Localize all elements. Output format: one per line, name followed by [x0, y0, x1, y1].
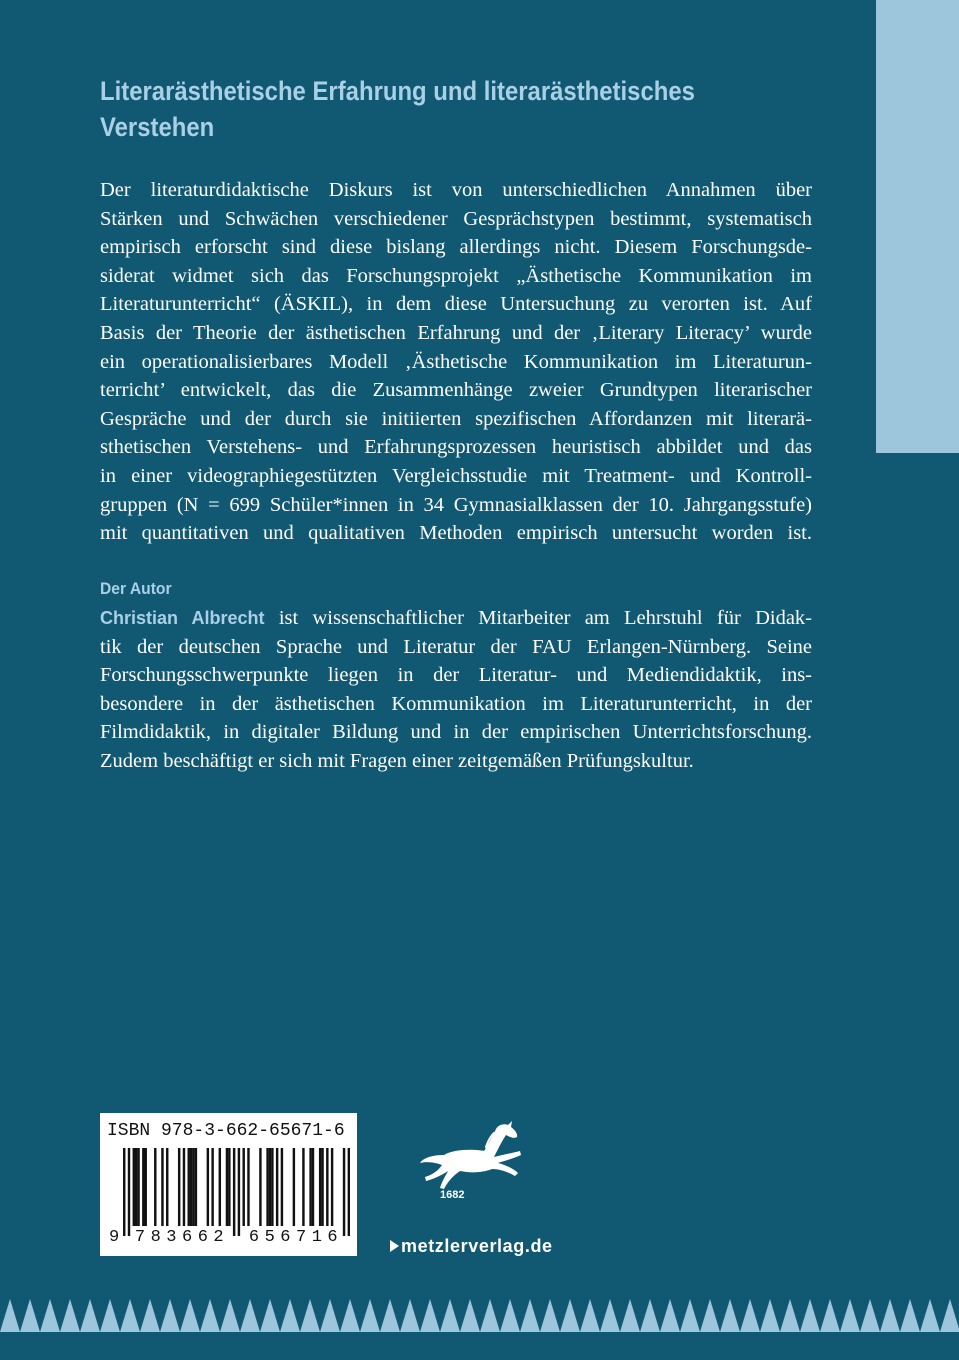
barcode-bar	[293, 1148, 295, 1226]
barcode-bar	[302, 1148, 304, 1226]
author-bio-text: ist wissenschaftlicher Mitarbeiter am Lehrstuhl für Didak-	[264, 607, 813, 629]
book-description	[100, 176, 812, 548]
barcode-bar	[242, 1148, 244, 1226]
barcode-bar	[183, 1148, 185, 1226]
barcode-bar	[190, 1148, 192, 1226]
book-title-line: Literarästhetische Erfahrung und literarästhetisches	[100, 76, 695, 106]
barcode-bar	[142, 1148, 144, 1226]
barcode-bar	[154, 1148, 156, 1226]
barcode-bar	[192, 1148, 194, 1226]
barcode-bar	[161, 1148, 163, 1226]
accent-strip	[876, 0, 959, 453]
barcode-bar	[348, 1148, 350, 1236]
barcode-bar	[137, 1148, 139, 1226]
description-line: terricht’ entwickelt, das die Zusammenhänge zweier Grundtypen literarischer	[100, 379, 812, 402]
barcode-bar	[269, 1148, 271, 1226]
isbn-barcode	[100, 1113, 357, 1256]
description-line: in einer videographiegestützten Vergleichsstudie mit Treatment- und Kontroll-	[100, 464, 812, 487]
description-line: empirisch erforscht sind diese bislang allerdings nicht. Diesem Forschungsde-	[100, 236, 812, 259]
barcode-bar	[211, 1148, 213, 1226]
author-bio-line: besondere in der ästhetischen Kommunikation im Literaturunterricht, in der	[100, 692, 812, 715]
description-line: Gespräche und der durch sie initiierten spezifischen Affordanzen mit literarä-	[100, 407, 812, 430]
barcode-bars	[123, 1148, 350, 1238]
barcode-bar	[321, 1148, 323, 1226]
barcode-bar	[266, 1148, 268, 1226]
barcode-bar	[123, 1148, 125, 1236]
author-bio-line	[100, 604, 812, 633]
triangle-right-icon	[390, 1240, 399, 1252]
barcode-bar	[228, 1148, 230, 1226]
author-bio	[100, 604, 812, 776]
barcode-left-digits: 783662	[134, 1228, 230, 1247]
description-line: Der literaturdidaktische Diskurs ist von unterschiedlichen Annahmen über	[100, 179, 812, 201]
barcode-bar	[207, 1148, 209, 1226]
barcode-bar	[238, 1148, 240, 1236]
barcode-bar	[133, 1148, 135, 1226]
barcode-bar	[319, 1148, 321, 1226]
barcode-bar	[312, 1148, 314, 1226]
barcode-bar	[343, 1148, 345, 1236]
barcode-bar	[188, 1148, 190, 1226]
barcode-first-digit: 9	[109, 1228, 120, 1247]
barcode-bar	[233, 1148, 235, 1236]
barcode-bar	[331, 1148, 333, 1226]
description-line: mit quantitativen und qualitativen Methoden empirisch untersucht worden ist.	[100, 522, 812, 545]
barcode-bar	[128, 1148, 130, 1236]
barcode-bar	[195, 1148, 197, 1226]
barcode-bar	[326, 1148, 328, 1226]
barcode-bar	[178, 1148, 180, 1226]
author-name: Christian Albrecht	[100, 608, 265, 628]
description-line: sthetischen Verstehens- und Erfahrungsprozessen heuristisch abbildet und das	[100, 436, 812, 459]
barcode-bar	[166, 1148, 168, 1226]
website-text: metzlerverlag.de	[401, 1236, 553, 1256]
author-bio-line: Zudem beschäftigt er sich mit Fragen einer zeitgemäßen Prüfungskultur.	[100, 749, 694, 772]
book-title-line: Verstehen	[100, 112, 215, 142]
barcode-right-digits: 656716	[248, 1228, 344, 1247]
description-line: siderat widmet sich das Forschungsprojekt „Ästhetische Kommunikation im	[100, 264, 812, 287]
description-line: Stärken und Schwächen verschiedener Gesprächstypen bestimmt, systematisch	[100, 207, 812, 230]
publisher-website	[390, 1235, 553, 1257]
barcode-bar	[247, 1148, 249, 1226]
barcode-bar	[276, 1148, 278, 1226]
author-bio-line: Forschungsschwerpunkte liegen in der Literatur- und Mediendidaktik, ins-	[100, 664, 812, 687]
triangle-band	[0, 1296, 959, 1332]
barcode-bar	[219, 1148, 221, 1226]
barcode-bar	[259, 1148, 261, 1226]
barcode-bar	[135, 1148, 137, 1226]
description-line: Basis der Theorie der ästhetischen Erfahrung und der ‚Literary Literacy’ wurde	[100, 321, 812, 344]
author-heading: Der Autor	[100, 579, 172, 598]
barcode-bar	[271, 1148, 273, 1226]
barcode-bar	[226, 1148, 228, 1226]
book-title	[100, 73, 720, 145]
author-bio-line: tik der deutschen Sprache und Literatur der FAU Erlangen-Nürnberg. Seine	[100, 635, 812, 658]
description-line: Literaturunterricht“ (ÄSKIL), in dem diese Untersuchung zu verorten ist. Auf	[100, 293, 812, 316]
isbn-label: ISBN 978-3-662-65671-6	[107, 1121, 345, 1141]
leaping-horse-icon	[414, 1115, 524, 1197]
barcode-bar	[281, 1148, 283, 1226]
description-line: gruppen (N = 699 Schüler*innen in 34 Gymnasialklassen der 10. Jahrgangsstufe)	[100, 493, 812, 516]
barcode-bar	[309, 1148, 311, 1226]
description-line: ein operationalisierbares Modell ‚Ästhetische Kommunikation im Literaturun-	[100, 350, 812, 373]
author-bio-line: Filmdidaktik, in digitaler Bildung und in der empirischen Unterrichtsforschung.	[100, 721, 812, 744]
publisher-year: 1682	[440, 1189, 465, 1201]
barcode-bar	[145, 1148, 147, 1226]
